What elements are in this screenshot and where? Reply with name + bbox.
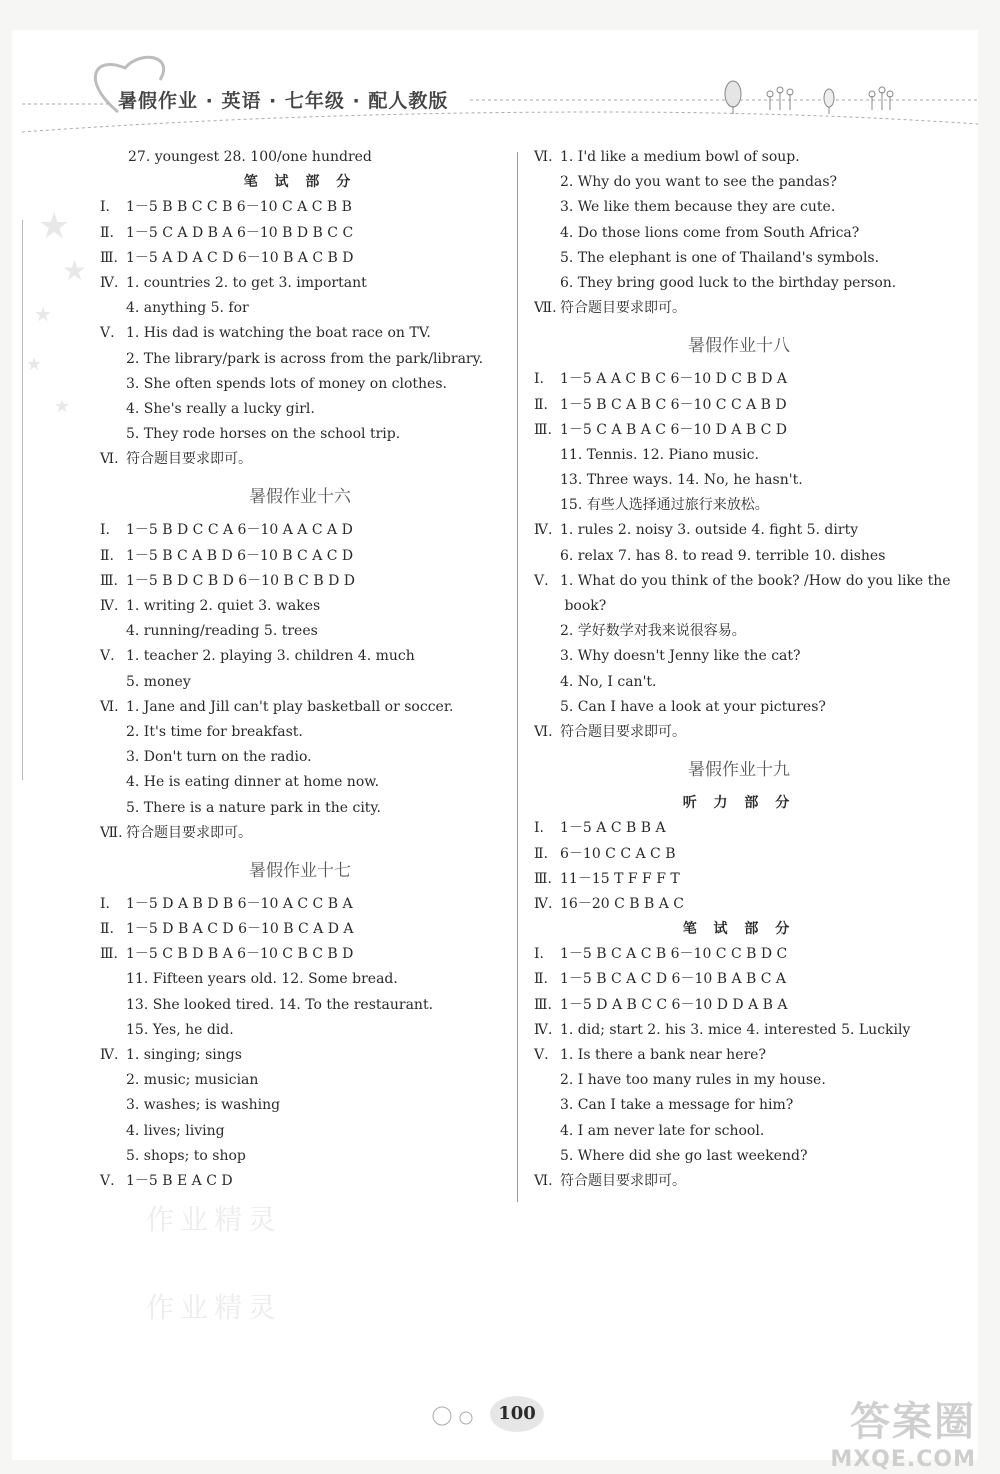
answer-line [100, 1093, 500, 1118]
answer-text: 4. He is eating dinner at home now. [126, 774, 380, 791]
margin-rule [22, 220, 23, 780]
answer-text: 1. teacher 2. playing 3. children 4. much [126, 648, 415, 665]
answer-line [534, 145, 944, 170]
brand-url: MXQE.COM [830, 1447, 976, 1472]
answer-line [100, 372, 500, 397]
answer-text: 1－5 C B D B A 6－10 C B C B D [126, 946, 354, 963]
answer-text: 4. No, I can't. [560, 673, 657, 690]
item-number: Ⅱ. [534, 971, 548, 988]
answer-text: 符合题目要求即可。 [560, 1172, 686, 1189]
answer-text: 1－5 D B A C D 6－10 B C A D A [126, 921, 354, 938]
item-number: Ⅵ. [534, 149, 553, 165]
answer-line [100, 347, 500, 372]
answer-text: 6. They bring good luck to the birthday person. [560, 274, 897, 291]
answer-line [534, 670, 944, 695]
section-subtitle: 笔 试 部 分 [243, 174, 357, 191]
answer-line [534, 1144, 944, 1169]
answer-text: 1－5 C A B A C 6－10 D A B C D [560, 421, 787, 438]
answer-line [100, 518, 500, 543]
item-number: Ⅲ. [100, 249, 118, 266]
answer-line [100, 195, 500, 220]
item-number: Ⅴ. [100, 1172, 115, 1189]
answer-line [100, 397, 500, 422]
section-subtitle: 听 力 部 分 [682, 795, 796, 812]
answer-text: 2. music; musician [126, 1072, 259, 1089]
answer-line [534, 619, 944, 644]
answer-text: 1. Is there a bank near here? [560, 1047, 766, 1063]
answer-line [534, 544, 944, 569]
answer-line [534, 170, 944, 195]
answer-line [534, 1068, 944, 1093]
answer-line [100, 967, 500, 992]
answer-text: 2. I have too many rules in my house. [560, 1072, 826, 1089]
answer-line [100, 745, 500, 770]
answer-text: 1. did; start 2. his 3. mice 4. interested 5. Luckily [560, 1021, 911, 1038]
answer-line [100, 993, 500, 1018]
answer-line [534, 569, 951, 594]
answer-line [100, 594, 500, 619]
answer-line [534, 221, 944, 246]
item-number: Ⅲ. [100, 946, 118, 963]
answer-line [100, 821, 500, 846]
answer-line [534, 493, 944, 518]
answer-text: 6－10 C C A C B [560, 845, 676, 862]
answer-line [534, 967, 944, 992]
item-number: Ⅶ. [534, 300, 557, 317]
answer-line [534, 1119, 944, 1144]
answer-line [534, 1018, 944, 1043]
right-column [534, 145, 951, 1194]
answer-text: 3. We like them because they are cute. [560, 199, 836, 216]
answer-text: 1－5 B D C C A 6－10 A A C A D [126, 522, 353, 539]
answer-line [100, 720, 500, 745]
answer-line [534, 720, 944, 745]
answer-text: 1. Jane and Jill can't play basketball or soccer. [126, 698, 454, 715]
answer-text: 1－5 B C A C D 6－10 B A B C A [560, 971, 787, 988]
item-number: Ⅵ. [100, 698, 119, 715]
answer-line [100, 221, 500, 246]
section-title: 暑假作业十八 [688, 336, 790, 357]
item-number: Ⅳ. [534, 522, 553, 539]
answer-line [534, 468, 944, 493]
answer-line [100, 569, 500, 594]
answer-line [100, 892, 500, 917]
answer-text: 1－5 B C A B C 6－10 C C A B D [560, 396, 787, 413]
answer-line [100, 1043, 500, 1068]
item-number: Ⅴ. [100, 325, 115, 342]
answer-text: 1. His dad is watching the boat race on TV. [126, 325, 431, 342]
answer-text: 1－5 A D A C D 6－10 B A C B D [126, 249, 354, 266]
answer-text: 1－5 B C A B D 6－10 B C A C D [126, 547, 354, 564]
answer-text: 2. Why do you want to see the pandas? [560, 174, 838, 191]
answer-text: 5. Can I have a look at your pictures? [560, 698, 826, 715]
item-number: Ⅳ. [100, 598, 119, 614]
answer-line [100, 619, 500, 644]
item-number: Ⅲ. [100, 572, 118, 589]
answer-text: 1－5 B C A C B 6－10 C C B D C [560, 946, 788, 963]
answer-line [534, 842, 944, 867]
answer-text: 4. lives; living [126, 1122, 225, 1139]
answer-line [100, 422, 500, 447]
answer-text: 1－5 D A B C C 6－10 D D A B A [560, 996, 788, 1013]
star-decoration: ★ [62, 254, 88, 287]
item-number: Ⅵ. [534, 723, 553, 740]
answer-line [534, 1169, 944, 1194]
answer-text: 16－20 C B B A C [560, 895, 684, 912]
answer-line [534, 942, 944, 967]
answer-line [100, 1018, 500, 1043]
answer-line: 27. youngest 28. 100/one hundred [128, 149, 372, 165]
item-number: Ⅴ. [534, 1047, 549, 1063]
answer-line [100, 296, 500, 321]
left-column [100, 145, 500, 1194]
answer-line [534, 418, 944, 443]
answer-line [534, 296, 944, 321]
item-number: Ⅵ. [534, 1172, 553, 1189]
item-number: Ⅱ. [100, 921, 114, 938]
answer-line [100, 644, 500, 669]
page-number: 100 [490, 1396, 544, 1432]
answer-text: 2. It's time for breakfast. [126, 723, 303, 740]
answer-text: 3. washes; is washing [126, 1097, 281, 1114]
answer-text: 1－5 D A B D B 6－10 A C C B A [126, 895, 353, 912]
answer-line [100, 695, 500, 720]
answer-line [100, 271, 500, 296]
answer-line [534, 393, 944, 418]
answer-text: 6. relax 7. has 8. to read 9. terrible 10. dishes [560, 547, 886, 564]
answer-text: 5. The elephant is one of Thailand's symbols. [560, 249, 880, 266]
answer-text: 1－5 B D C B D 6－10 B C B D D [126, 572, 355, 589]
page-number-decoration [430, 1404, 490, 1428]
star-decoration: ★ [34, 302, 52, 326]
watermark: 作业精灵 [146, 1291, 283, 1324]
answer-text: 1－5 B E A C D [126, 1172, 233, 1189]
answer-line [100, 447, 500, 472]
item-number: Ⅵ. [100, 451, 119, 468]
answer-line [534, 594, 944, 619]
answer-text: 3. Why doesn't Jenny like the cat? [560, 648, 801, 665]
answer-text: 13. She looked tired. 14. To the restaurant. [126, 996, 434, 1013]
answer-line [100, 670, 500, 695]
answer-text: 5. Where did she go last weekend? [560, 1147, 808, 1164]
item-number: Ⅱ. [100, 547, 114, 564]
answer-line [534, 695, 944, 720]
answer-line [534, 867, 944, 892]
answer-text: 5. There is a nature park in the city. [126, 799, 381, 816]
answer-text: 符合题目要求即可。 [560, 723, 686, 740]
answer-text: 11－15 T F F F T [560, 870, 680, 887]
answer-line [534, 892, 944, 917]
answer-line [534, 816, 944, 841]
answer-line [100, 770, 500, 795]
answer-line [534, 367, 944, 392]
answer-text: 5. shops; to shop [126, 1147, 246, 1164]
item-number: Ⅳ. [534, 895, 553, 912]
item-number: Ⅰ. [534, 820, 544, 837]
answer-text: 4. running/reading 5. trees [126, 623, 318, 640]
answer-text: 4. Do those lions come from South Africa? [560, 224, 860, 241]
watermark: 作业精灵 [146, 1203, 283, 1236]
answer-text: 符合题目要求即可。 [126, 824, 252, 841]
answer-text: 4. I am never late for school. [560, 1122, 765, 1139]
answer-text: 3. Don't turn on the radio. [126, 749, 312, 766]
star-decoration: ★ [38, 206, 71, 247]
item-number: Ⅴ. [534, 572, 549, 589]
section-title: 暑假作业十六 [249, 487, 351, 508]
item-number: Ⅰ. [100, 199, 110, 216]
item-number: Ⅱ. [534, 396, 548, 413]
answer-text: 11. Fifteen years old. 12. Some bread. [126, 971, 398, 988]
answer-line [534, 271, 944, 296]
answer-text: 3. She often spends lots of money on clothes. [126, 375, 447, 392]
answer-line [100, 321, 500, 346]
answer-line [534, 195, 944, 220]
answer-text: 1. What do you think of the book? /How do you like the [560, 572, 951, 589]
answer-line [534, 993, 944, 1018]
item-number: Ⅶ. [100, 824, 123, 841]
item-number: Ⅱ. [534, 845, 548, 862]
answer-text: 4. anything 5. for [126, 300, 249, 317]
answer-text: 11. Tennis. 12. Piano music. [560, 446, 759, 463]
answer-text: 1. countries 2. to get 3. important [126, 274, 367, 291]
answer-text: 13. Three ways. 14. No, he hasn't. [560, 472, 803, 489]
header-decoration [0, 0, 1000, 140]
answer-line [534, 1093, 944, 1118]
answer-line [100, 796, 500, 821]
item-number: Ⅳ. [534, 1021, 553, 1038]
answer-line [534, 246, 944, 271]
answer-text: 符合题目要求即可。 [560, 300, 686, 317]
answer-text: 15. 有些人选择通过旅行来放松。 [560, 497, 769, 514]
section-title: 暑假作业十九 [688, 760, 790, 781]
answer-line [534, 518, 944, 543]
answer-line [534, 443, 944, 468]
answer-text: 1－5 A C B B A [560, 820, 666, 837]
section-title: 暑假作业十七 [249, 860, 351, 881]
answer-text: 1－5 B B C C B 6－10 C A C B B [126, 199, 352, 216]
item-number: Ⅰ. [534, 371, 544, 388]
answer-text: 5. money [126, 673, 191, 690]
item-number: Ⅴ. [100, 648, 115, 665]
answer-text: 1. rules 2. noisy 3. outside 4. fight 5. dirty [560, 522, 859, 539]
item-number: Ⅱ. [100, 224, 114, 241]
brand-logo [830, 1390, 976, 1472]
section-subtitle: 笔 试 部 分 [682, 921, 796, 938]
answer-text: 符合题目要求即可。 [126, 451, 252, 468]
answer-text: 5. They rode horses on the school trip. [126, 426, 401, 443]
item-number: Ⅲ. [534, 421, 552, 438]
item-number: Ⅲ. [534, 996, 552, 1013]
answer-text: 15. Yes, he did. [126, 1021, 234, 1038]
item-number: Ⅰ. [100, 522, 110, 539]
answer-line [534, 644, 944, 669]
answer-line [100, 1144, 500, 1169]
answer-line [100, 1119, 500, 1144]
answer-text: 2. 学好数学对我来说很容易。 [560, 623, 746, 640]
answer-line [100, 246, 500, 271]
item-number: Ⅰ. [534, 946, 544, 963]
star-decoration: ★ [26, 354, 43, 375]
answer-text: 1－5 A A C B C 6－10 D C B D A [560, 371, 787, 388]
answer-text: 1－5 C A D B A 6－10 B D B C C [126, 224, 354, 241]
answer-line [100, 942, 500, 967]
answer-text: 3. Can I take a message for him? [560, 1097, 794, 1114]
answer-line [100, 544, 500, 569]
item-number: Ⅲ. [534, 870, 552, 887]
answer-text: 1. writing 2. quiet 3. wakes [126, 598, 321, 614]
answer-text: 1. singing; sings [126, 1047, 242, 1063]
answer-line [100, 1169, 500, 1194]
answer-line [100, 917, 500, 942]
brand-name: 答案圈 [850, 1399, 976, 1445]
answer-line [534, 1043, 944, 1068]
item-number: Ⅳ. [100, 1047, 119, 1063]
answer-text: 2. The library/park is across from the park/library. [126, 350, 484, 367]
item-number: Ⅰ. [100, 895, 110, 912]
column-divider [517, 152, 518, 1202]
star-decoration: ★ [54, 396, 71, 417]
answer-line [100, 1068, 500, 1093]
answer-text: book? [560, 598, 607, 614]
item-number: Ⅳ. [100, 274, 119, 291]
answer-text: 1. I'd like a medium bowl of soup. [560, 149, 800, 165]
header-title: 暑假作业 · 英语 · 七年级 · 配人教版 [118, 90, 449, 112]
answer-text: 4. She's really a lucky girl. [126, 400, 315, 417]
